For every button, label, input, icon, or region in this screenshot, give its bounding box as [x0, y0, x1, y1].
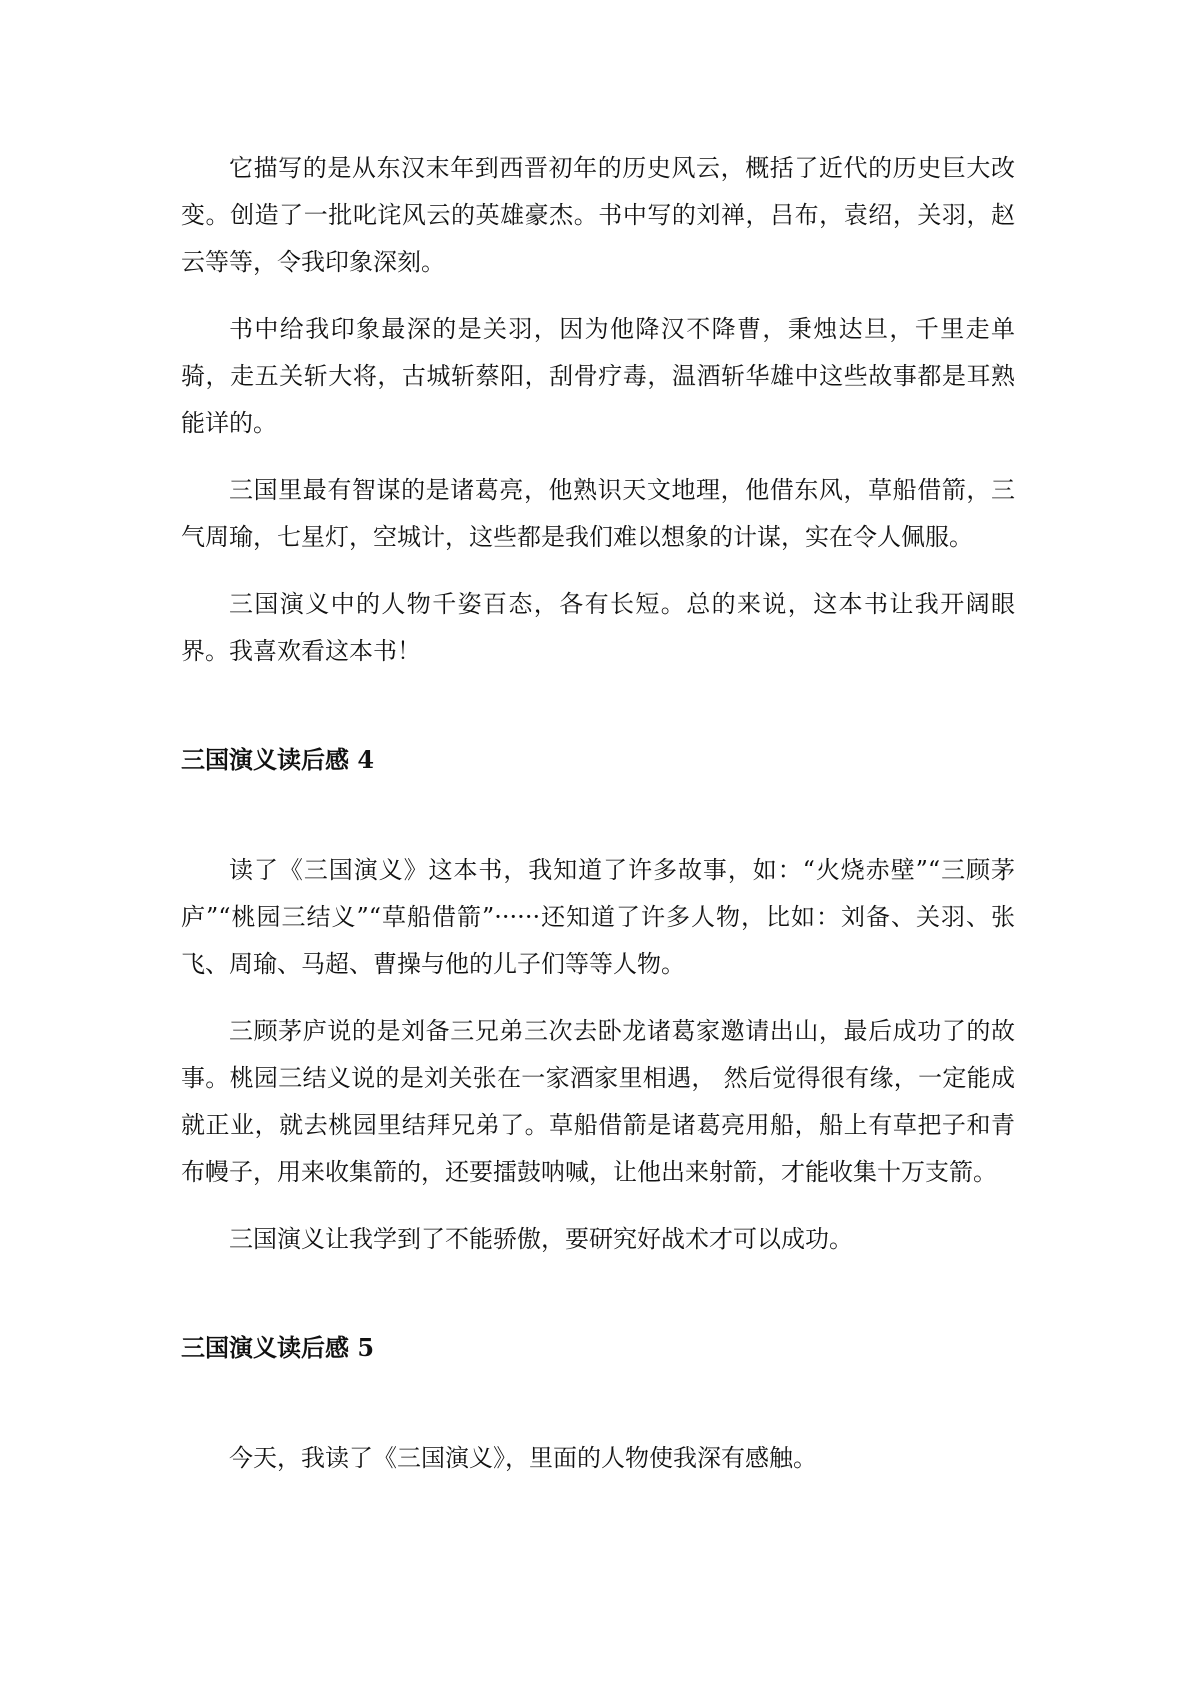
- paragraph: 读了《三国演义》这本书，我知道了许多故事，如：“火烧赤壁”“三顾茅庐”“桃园三结义”“草船借箭”······还知道了许多人物，比如：刘备、关羽、张飞、周瑜、马超、曹操与他的儿子们等等人物。: [181, 856, 1015, 978]
- paragraph: 书中给我印象最深的是关羽，因为他降汉不降曹，秉烛达旦，千里走单骑，走五关斩大将，古城斩蔡阳，刮骨疗毒，温酒斩华雄中这些故事都是耳熟能详的。: [181, 315, 1015, 437]
- paragraph: 三顾茅庐说的是刘备三兄弟三次去卧龙诸葛家邀请出山，最后成功了的故事。桃园三结义说的是刘关张在一家酒家里相遇， 然后觉得很有缘，一定能成就正业，就去桃园里结拜兄弟了。草船借箭是诸葛亮用船，船上有草把子和青布幔子，用来收集箭的，还要擂鼓呐喊，让他出来射箭，才能收集十万支箭。: [181, 1017, 1015, 1186]
- paragraph: 今天，我读了《三国演义》，里面的人物使我深有感触。: [229, 1444, 817, 1472]
- paragraph: 三国演义让我学到了不能骄傲，要研究好战术才可以成功。: [229, 1225, 853, 1253]
- section-heading: 三国演义读后感 5: [181, 1333, 375, 1362]
- paragraph: 它描写的是从东汉末年到西晋初年的历史风云，概括了近代的历史巨大改变。创造了一批叱诧风云的英雄豪杰。书中写的刘禅，吕布，袁绍，关羽，赵云等等，令我印象深刻。: [181, 154, 1015, 276]
- document-body: [181, 145, 1015, 1482]
- paragraph: 三国里最有智谋的是诸葛亮，他熟识天文地理，他借东风，草船借箭，三气周瑜，七星灯，空城计，这些都是我们难以想象的计谋，实在令人佩服。: [181, 476, 1015, 551]
- section-heading: 三国演义读后感 4: [181, 745, 375, 774]
- paragraph: 三国演义中的人物千姿百态，各有长短。总的来说，这本书让我开阔眼界。我喜欢看这本书！: [181, 590, 1015, 665]
